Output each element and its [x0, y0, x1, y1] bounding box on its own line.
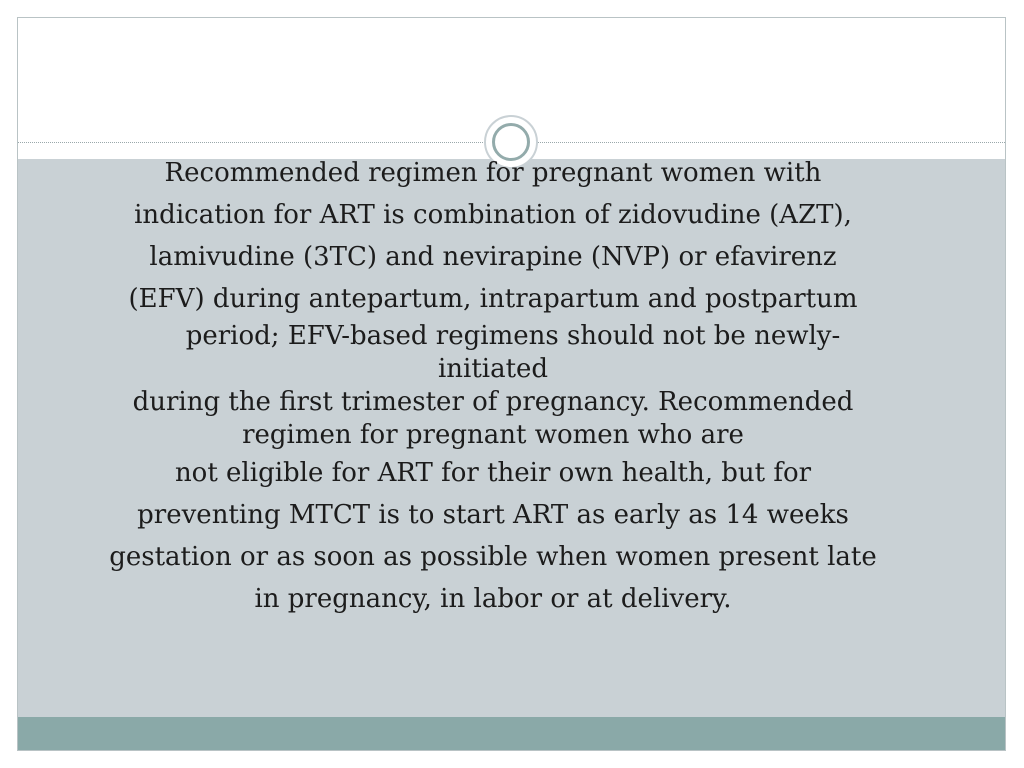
body-line: regimen for pregnant women who are	[242, 420, 744, 450]
body-line: (EFV) during antepartum, intrapartum and postpartum	[128, 284, 858, 314]
body-line: lamivudine (3TC) and nevirapine (NVP) or efavirenz	[149, 242, 837, 272]
body-line: preventing MTCT is to start ART as early as 14 weeks	[137, 500, 849, 530]
body-line: period; EFV-based regimens should not be newly-	[185, 321, 841, 351]
body-line: not eligible for ART for their own health, but for	[174, 458, 812, 488]
body-line: gestation or as soon as possible when women present late	[109, 542, 877, 572]
body-line: initiated	[437, 354, 549, 384]
footer-bar	[18, 717, 1005, 751]
body-line: during the first trimester of pregnancy. Recommended	[132, 387, 854, 417]
body-line: Recommended regimen for pregnant women with	[164, 158, 822, 188]
slide-body-text	[20, 152, 966, 620]
body-line: in pregnancy, in labor or at delivery.	[254, 584, 732, 614]
body-line: indication for ART is combination of zidovudine (AZT),	[134, 200, 852, 230]
